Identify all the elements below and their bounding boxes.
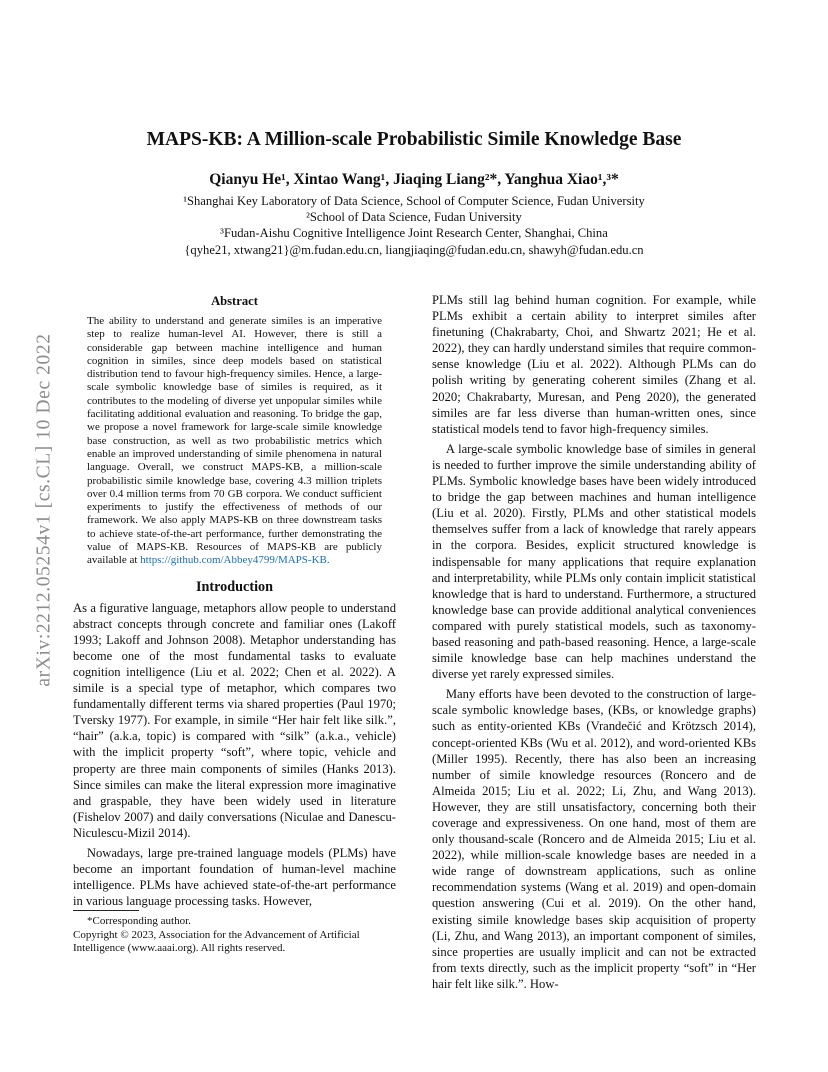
resource-link[interactable]: https://github.com/Abbey4799/MAPS-KB. [140,554,330,567]
author-emails: {qyhe21, xtwang21}@m.fudan.edu.cn, liangjiaqing@fudan.edu.cn, shawyh@fudan.edu.cn [184,242,644,257]
body-paragraph: A large-scale symbolic knowledge base of similes in general is needed to further improve the simile understanding ability of PLMs. Symbolic knowledge bases have been widely introduced to bridge the gap between machines and human intelligence (Liu et al. 2020). Firstly, PLMs and other statistical models themselves suffer from a lack of knowledge that rarely appears in the corpora. Besides, explicit structured knowledge is indispensable for many applications that require explanation and interpretability, while PLMs only contain implicit statistical knowledge that is hard to understand. Furthermore, a structured knowledge base can provide additional analytical conveniences compared with purely statistical models, such as taxonomy-based reasoning and path-based reasoning. Hence, a large-scale simile knowledge base can help machines understand the diverse yet rarely expressed similes. [432,441,756,682]
footnote [73,910,396,956]
body-paragraph: Many efforts have been devoted to the construction of large-scale symbolic knowledge bases, (KBs, or knowledge graphs) such as entity-oriented KBs (Vrandečić and Krötzsch 2014), concept-oriented KBs (Wu et al. 2012), and word-oriented KBs (Miller 1995). Recently, there has also been an increasing number of simile knowledge resources (Roncero and de Almeida 2015; Liu et al. 2022; Li, Zhu, and Wang 2013). However, they are still unsatisfactory, concerning both their coverage and expressiveness. On one hand, most of them are only thousand-scale (Roncero and de Almeida 2015; Liu et al. 2022), while million-scale knowledge bases are needed in a wide range of downstream applications, such as online recommendation systems (Wang et al. 2019) and open-domain question answering (Cui et al. 2019). On the other hand, existing simile knowledge bases skip acquisition of property (Li, Zhu, and Wang 2013), an important component of similes, since properties are usually implicit and can not be extracted from texts directly, such as the implicit property “soft” in “Her hair felt like silk.”. How- [432,687,756,991]
abstract-body [87,315,382,568]
right-column [432,292,756,996]
author-list: Qianyu He¹, Xintao Wang¹, Jiaqing Liang²*, Yanghua Xiao¹,³* [209,171,619,188]
copyright-line: Intelligence (www.aaai.org). All rights reserved. [73,942,286,955]
copyright-line: Copyright © 2023, Association for the Advancement of Artificial [73,928,360,941]
abstract-text: The ability to understand and generate similes is an imperative step to realize human-level AI. However, there is still a considerable gap between machine intelligence and human cognition in similes, since deep models based on statistical distribution tend to favour high-frequency similes. Hence, a large-scale symbolic knowledge base of similes is required, as it contributes to the modeling of diverse yet unpopular similes while facilitating additional evaluation and reasoning. To bridge the gap, we propose a novel framework for large-scale simile knowledge base construction, as well as two probabilistic metrics which enable an improved understanding of simile phenomena in natural language. Overall, we construct MAPS-KB, a million-scale probabilistic simile knowledge base, covering 4.3 million triplets over 0.4 million terms from 70 GB corpora. We conduct sufficient experiments to justify the effectiveness of methods of our framework. We also apply MAPS-KB on three downstream tasks to achieve state-of-the-art performance, further demonstrating the value of MAPS-KB. Resources of MAPS-KB are publicly available at [87,315,382,567]
footnote-rule [73,910,139,911]
intro-paragraph: Nowadays, large pre-trained language models (PLMs) have become an important foundation of human-level machine intelligence. PLMs have achieved state-of-the-art performance in various language processing tasks. However, [73,846,396,909]
intro-paragraph: As a figurative language, metaphors allow people to understand abstract concepts through concrete and familiar ones (Lakoff 1993; Lakoff and Johnson 2008). Metaphor understanding has become one of the most fundamental tasks to evaluate cognition intelligence (Liu et al. 2022; Chen et al. 2022). A simile is a special type of metaphor, which compares two fundamentally different terms via shared properties (Paul 1970; Tversky 1977). For example, in simile “Her hair felt like silk.”, “hair” (a.k.a, topic) is compared with “silk” (a.k.a., vehicle) with the implicit property “soft”, where topic, vehicle and property are three main components of similes (Hanks 2013). Since similes can make the literal expression more imaginative and graspable, they have been widely used in literature (Fishelov 2007) and daily conversations (Niculae and Danescu-Niculescu-Mizil 2014). [73,600,396,840]
abstract-heading: Abstract [211,294,258,308]
paper-title: MAPS-KB: A Million-scale Probabilistic Simile Knowledge Base [146,129,682,150]
arxiv-identifier [33,290,57,730]
affiliation-line: ³Fudan-Aishu Cognitive Intelligence Joint Research Center, Shanghai, China [220,226,608,241]
left-column [73,294,396,913]
body-paragraph: PLMs still lag behind human cognition. For example, while PLMs exhibit a certain ability to interpret similes after finetuning (Chakrabarty, Choi, and Shwartz 2021; He et al. 2022), they can hardly understand similes that require common-sense knowledge (Liu et al. 2022). Although PLMs can do polish writing by generating coherent similes (Zhang et al. 2020; Chakrabarty, Muresan, and Peng 2020), the generated similes are far less diverse than human-written ones, since statistical models tend to favor high-frequency similes. [432,293,756,436]
introduction-heading: Introduction [196,578,273,595]
affiliation-line: ¹Shanghai Key Laboratory of Data Science, School of Computer Science, Fudan University [183,194,645,208]
affiliation-line: ²School of Data Science, Fudan University [306,210,522,225]
affiliations [60,193,768,258]
corresponding-author-note: *Corresponding author. [87,915,191,927]
arxiv-identifier-text: arXiv:2212.05254v1 [cs.CL] 10 Dec 2022 [34,333,56,687]
